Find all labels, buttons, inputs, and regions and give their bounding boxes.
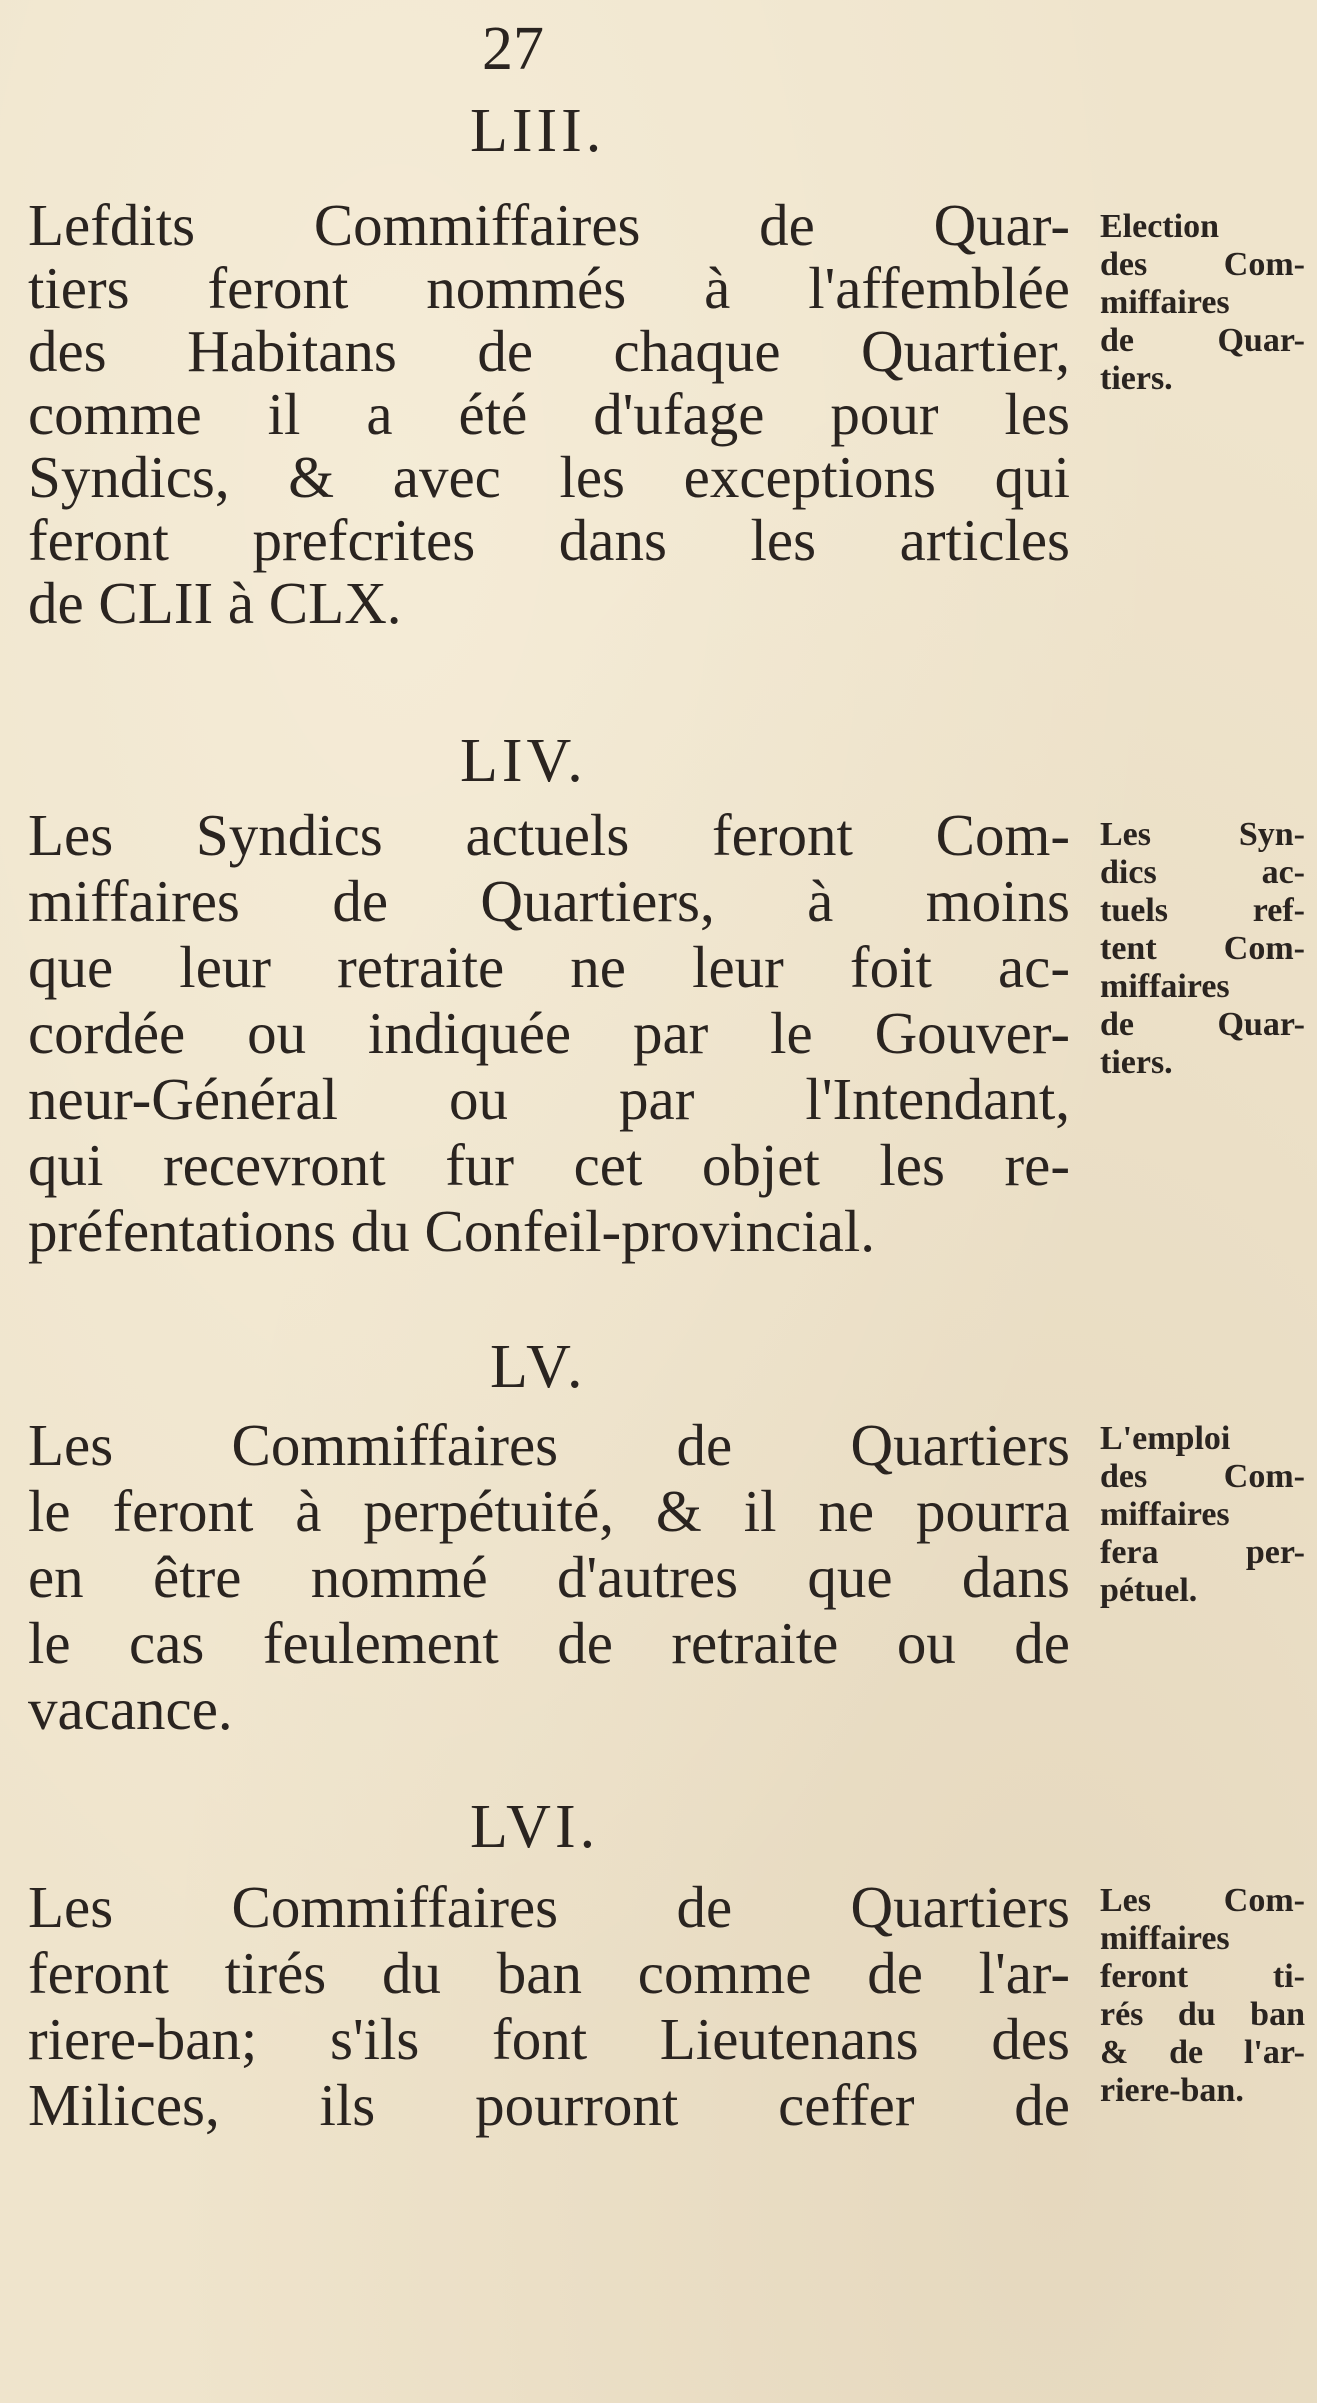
article-heading-liii: LIII. (470, 97, 606, 165)
margin-note-line: L'emploi (1100, 1420, 1231, 1457)
text-line: Les Syndics actuels feront Com- (28, 802, 1070, 868)
margin-note-line: miffaires (1100, 284, 1230, 321)
text-line: Les Commiffaires de Quartiers (28, 1412, 1070, 1478)
text-line: préfentations du Confeil-provincial. (28, 1198, 876, 1264)
text-line: feront prefcrites dans les articles (28, 507, 1070, 573)
margin-note-line: des Com- (1100, 1458, 1305, 1495)
article-heading-lvi: LVI. (470, 1793, 600, 1861)
margin-note-line: feront ti- (1100, 1958, 1305, 1995)
text-line: tiers feront nommés à l'affemblée (28, 255, 1070, 321)
text-line: en être nommé d'autres que dans (28, 1544, 1070, 1610)
margin-note-line: dics ac- (1100, 854, 1305, 891)
text-line: que leur retraite ne leur foit ac- (28, 934, 1070, 1000)
article-heading-liv: LIV. (460, 727, 587, 795)
text-line: feront tirés du ban comme de l'ar- (28, 1940, 1070, 2006)
margin-note-line: Les Com- (1100, 1882, 1305, 1919)
margin-note-line: miffaires (1100, 968, 1230, 1005)
text-line: cordée ou indiquée par le Gouver- (28, 1000, 1070, 1066)
margin-note-line: tent Com- (1100, 930, 1305, 967)
text-line: de CLII à CLX. (28, 570, 402, 636)
margin-note-line: riere-ban. (1100, 2072, 1244, 2109)
margin-note-line: tuels ref- (1100, 892, 1305, 929)
text-line: riere-ban; s'ils font Lieutenans des (28, 2006, 1070, 2072)
margin-note-line: fera per- (1100, 1534, 1305, 1571)
text-line: Syndics, & avec les exceptions qui (28, 444, 1070, 510)
margin-note-line: pétuel. (1100, 1572, 1198, 1609)
margin-note-line: tiers. (1100, 360, 1173, 397)
text-line: vacance. (28, 1676, 233, 1742)
text-line: Lefdits Commiffaires de Quar- (28, 192, 1070, 258)
margin-note-line: Election (1100, 208, 1219, 245)
text-line: des Habitans de chaque Quartier, (28, 318, 1070, 384)
article-heading-lv: LV. (490, 1333, 587, 1401)
margin-note-line: & de l'ar- (1100, 2034, 1305, 2071)
text-line: qui recevront fur cet objet les re- (28, 1132, 1070, 1198)
margin-note-line: Les Syn- (1100, 816, 1305, 853)
margin-note-line: de Quar- (1100, 1006, 1305, 1043)
text-line: le cas feulement de retraite ou de (28, 1610, 1070, 1676)
text-line: miffaires de Quartiers, à moins (28, 868, 1070, 934)
text-line: Milices, ils pourront ceffer de (28, 2072, 1070, 2138)
text-line: Les Commiffaires de Quartiers (28, 1874, 1070, 1940)
margin-note-line: miffaires (1100, 1920, 1230, 1957)
text-line: le feront à perpétuité, & il ne pourra (28, 1478, 1070, 1544)
margin-note-line: des Com- (1100, 246, 1305, 283)
margin-note-line: tiers. (1100, 1044, 1173, 1081)
margin-note-line: miffaires (1100, 1496, 1230, 1533)
page-number: 27 (482, 15, 544, 83)
margin-note-line: de Quar- (1100, 322, 1305, 359)
text-line: comme il a été d'ufage pour les (28, 381, 1070, 447)
text-line: neur-Général ou par l'Intendant, (28, 1066, 1070, 1132)
margin-note-line: rés du ban (1100, 1996, 1305, 2033)
